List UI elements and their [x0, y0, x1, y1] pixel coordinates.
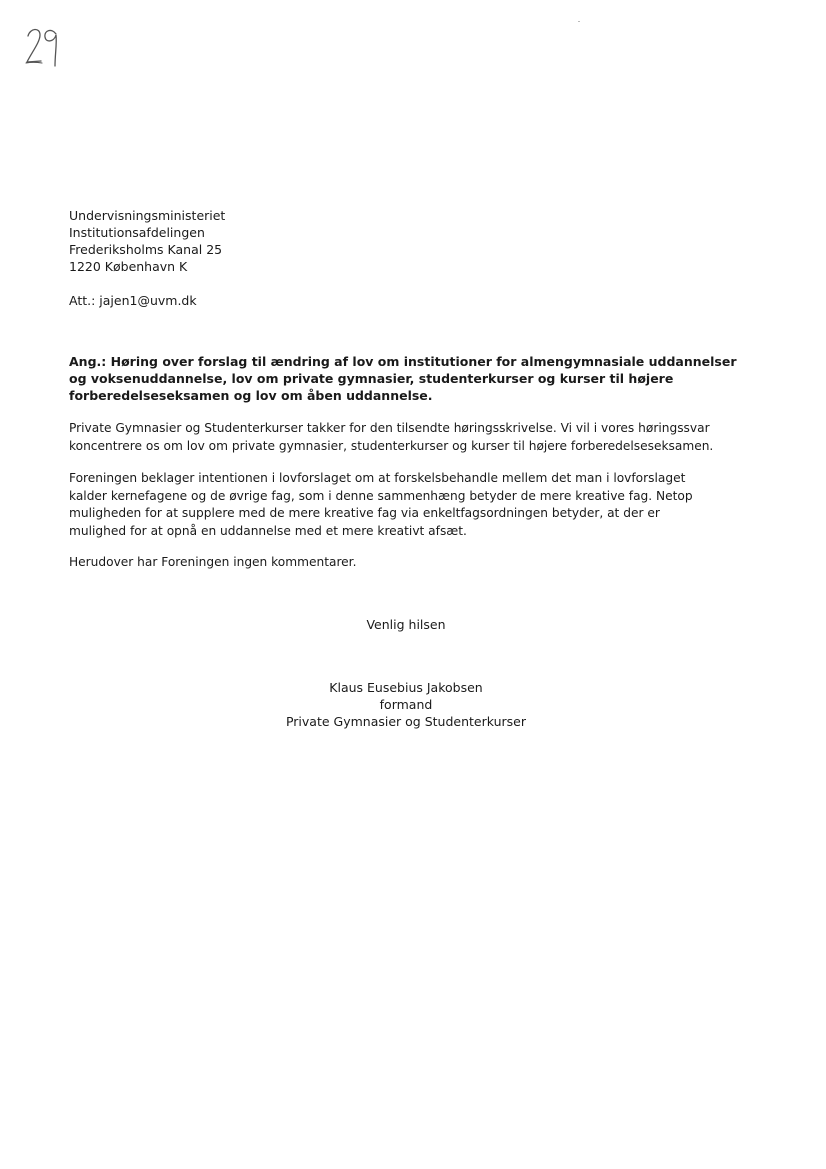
- paragraph-line: kalder kernefagene og de øvrige fag, som i denne sammenhæng betyder de mere kreative fag. Netop: [69, 488, 693, 503]
- body-paragraph: [69, 554, 356, 572]
- paragraph-line: mulighed for at opnå en uddannelse med et mere kreativt afsæt.: [69, 523, 467, 538]
- scan-speck: [578, 21, 580, 22]
- address-line: Frederiksholms Kanal 25: [69, 242, 223, 257]
- paragraph-line: Private Gymnasier og Studenterkurser takker for den tilsendte høringsskrivelse. Vi vil i vores høringssvar: [69, 421, 710, 435]
- handwritten-page-number-graphic: [22, 22, 62, 68]
- paragraph-line: muligheden for at supplere med de mere kreative fag via enkeltfagsordningen betyder, at der er: [69, 506, 660, 520]
- address-line: Institutionsafdelingen: [69, 225, 205, 240]
- address-line: Undervisningsministeriet: [69, 208, 226, 223]
- signer-name: Klaus Eusebius Jakobsen: [329, 680, 483, 695]
- closing-greeting: Venlig hilsen: [366, 617, 446, 632]
- handwritten-page-number: [22, 22, 62, 68]
- paragraph-line: koncentrere os om lov om private gymnasier, studenterkurser og kurser til højere forberedelseseksamen.: [69, 438, 714, 453]
- subject-line: Ang.: Høring over forslag til ændring af lov om institutioner for almengymnasiale uddannelser: [69, 354, 737, 369]
- signer-organization: Private Gymnasier og Studenterkurser: [285, 714, 527, 729]
- paragraph-line: Herudover har Foreningen ingen kommentarer.: [69, 555, 357, 569]
- signer-title: formand: [379, 697, 433, 712]
- recipient-address: [69, 207, 225, 275]
- subject-line: og voksenuddannelse, lov om private gymnasier, studenterkurser og kurser til højere: [69, 371, 674, 386]
- signature-block: [0, 679, 812, 730]
- paragraph-line: Foreningen beklager intentionen i lovforslaget om at forskelsbehandle mellem det man i lovforslaget: [69, 471, 686, 485]
- attention-line: Att.: jajen1@uvm.dk: [69, 293, 197, 308]
- body-paragraph: [69, 470, 693, 540]
- body-paragraph: [69, 420, 713, 455]
- subject-line: forberedelseseksamen og lov om åben uddannelse.: [69, 388, 433, 403]
- address-line: 1220 København K: [69, 259, 188, 274]
- subject-heading: [69, 353, 759, 404]
